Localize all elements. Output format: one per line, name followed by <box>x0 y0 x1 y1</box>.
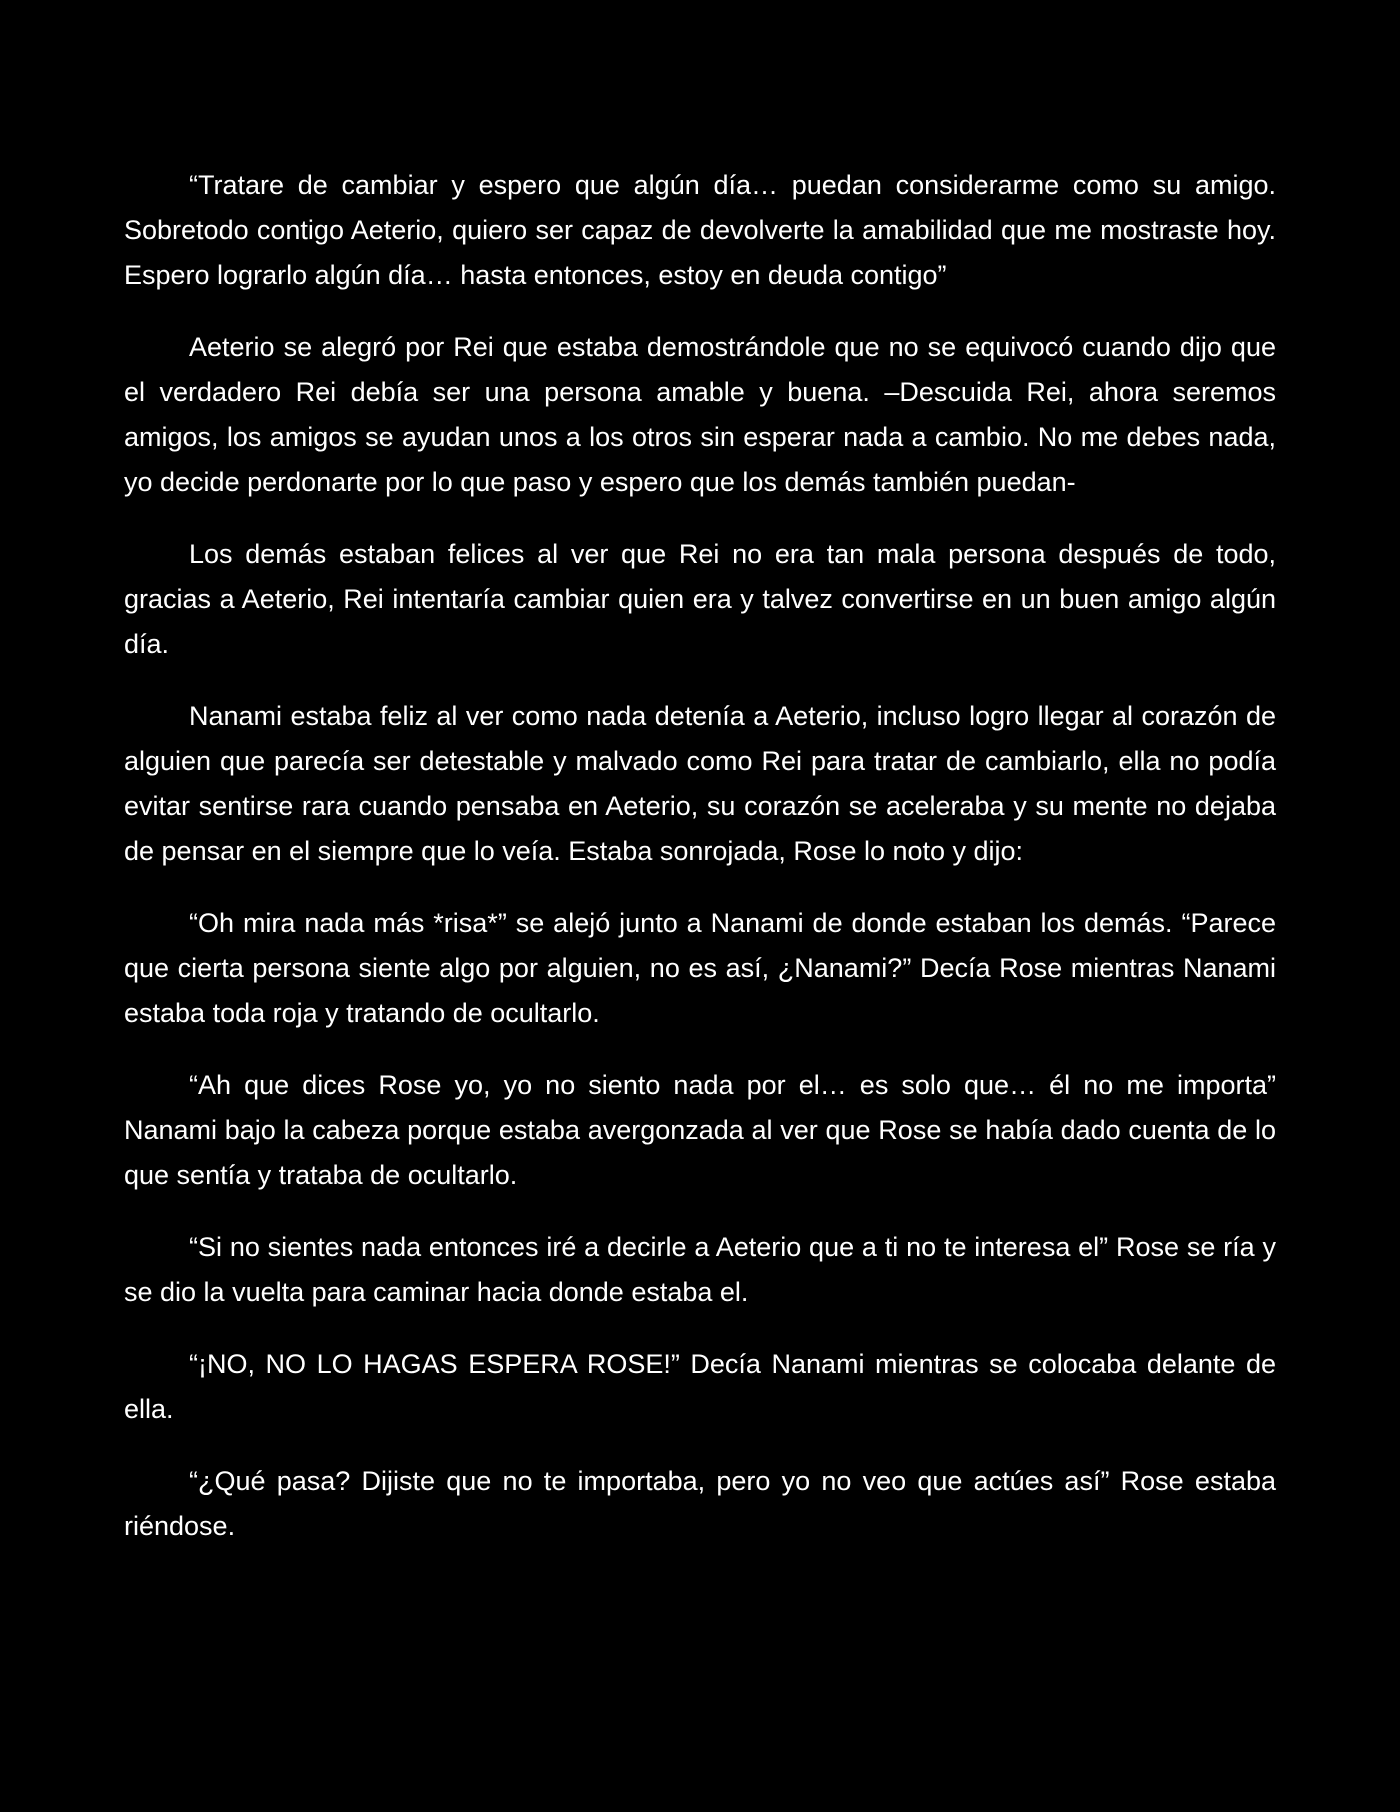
paragraph-2: Aeterio se alegró por Rei que estaba demostrándole que no se equivocó cuando dijo que el verdadero Rei debía ser una persona amable y buena. –Descuida Rei, ahora seremos amigos, los amigos se ayudan unos a los otros sin esperar nada a cambio. No me debes nada, yo decide perdonarte por lo que paso y espero que los demás también puedan- <box>124 332 1276 497</box>
paragraph-3: Los demás estaban felices al ver que Rei no era tan mala persona después de todo, gracias a Aeterio, Rei intentaría cambiar quien era y talvez convertirse en un buen amigo algún día. <box>124 539 1276 659</box>
paragraph-5: “Oh mira nada más *risa*” se alejó junto a Nanami de donde estaban los demás. “Parece que cierta persona siente algo por alguien, no es así, ¿Nanami?” Decía Rose mientras Nanami estaba toda roja y tratando de ocultarlo. <box>124 908 1276 1028</box>
paragraph-9: “¿Qué pasa? Dijiste que no te importaba, pero yo no veo que actúes así” Rose estaba riéndose. <box>124 1466 1276 1541</box>
paragraph-6: “Ah que dices Rose yo, yo no siento nada por el… es solo que… él no me importa” Nanami bajo la cabeza porque estaba avergonzada al ver que Rose se había dado cuenta de lo que sentía y trataba de ocultarlo. <box>124 1070 1276 1190</box>
paragraph-8: “¡NO, NO LO HAGAS ESPERA ROSE!” Decía Nanami mientras se colocaba delante de ella. <box>124 1349 1276 1424</box>
paragraph-1: “Tratare de cambiar y espero que algún día… puedan considerarme como su amigo. Sobretodo contigo Aeterio, quiero ser capaz de devolverte la amabilidad que me mostraste hoy. Espero lograrlo algún día… hasta entonces, estoy en deuda contigo” <box>124 170 1276 290</box>
paragraph-4: Nanami estaba feliz al ver como nada detenía a Aeterio, incluso logro llegar al corazón de alguien que parecía ser detestable y malvado como Rei para tratar de cambiarlo, ella no podía evitar sentirse rara cuando pensaba en Aeterio, su corazón se aceleraba y su mente no dejaba de pensar en el siempre que lo veía. Estaba sonrojada, Rose lo noto y dijo: <box>124 701 1276 866</box>
paragraph-7: “Si no sientes nada entonces iré a decirle a Aeterio que a ti no te interesa el” Rose se ría y se dio la vuelta para caminar hacia donde estaba el. <box>124 1232 1276 1307</box>
document-page <box>124 163 1276 1576</box>
